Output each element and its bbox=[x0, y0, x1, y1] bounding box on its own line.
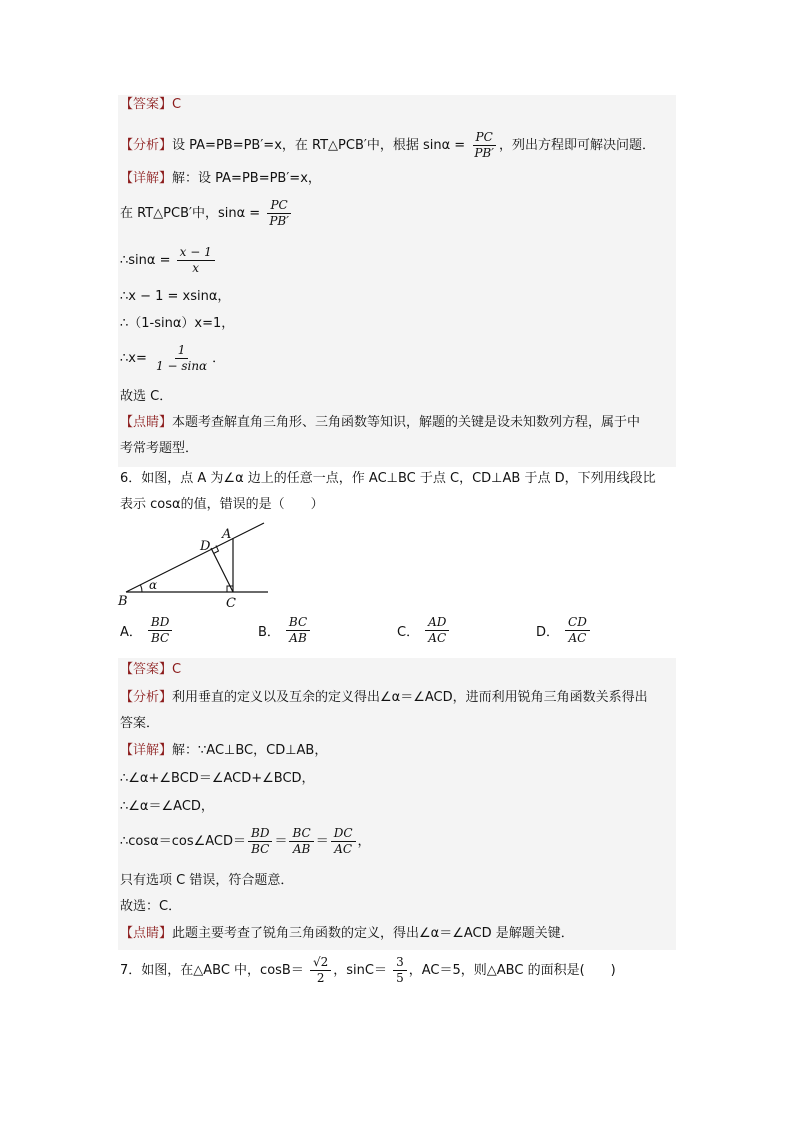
label-d: D bbox=[200, 539, 211, 554]
q5-detail-3: ∴sinα = $\frac{x - 1}{x}$ bbox=[120, 245, 217, 276]
q5-detail-2: 在 RT△PCB′中，sinα = $\frac{PC}{PB'}$ bbox=[120, 198, 294, 229]
q6-detail-5: 只有选项 C 错误，符合题意． bbox=[120, 873, 294, 888]
q5-analysis-fraction: $\frac{PC}{PB'}$ bbox=[474, 130, 494, 160]
q5-comment-1: 【点睛】本题考查解直角三角形、三角函数等知识，解题的关键是设未知数列方程，属于中 bbox=[120, 415, 641, 430]
q5-detail-label: 【详解】 bbox=[120, 171, 173, 186]
q6-option-b[interactable]: B． $\frac{BC}{AB}$ bbox=[258, 615, 312, 646]
label-alpha: α bbox=[149, 578, 158, 592]
q6-detail-4-fraction-1: $\frac{BD}{BC}$ bbox=[248, 826, 272, 857]
q5-detail-6-fraction: $\frac{1}{1 - \sin\alpha}$ bbox=[156, 343, 208, 373]
q6-detail-2: ∴∠α+∠BCD＝∠ACD+∠BCD， bbox=[120, 771, 315, 786]
q6-detail-4-fraction-2: $\frac{BC}{AB}$ bbox=[289, 826, 313, 857]
q6-choose: 故选：C． bbox=[120, 899, 182, 914]
ray-ba bbox=[126, 523, 264, 592]
q6-comment-label: 【点睛】 bbox=[120, 926, 173, 941]
q5-analysis-pre: 设 PA=PB=PB′=x，在 RT△PCB′中，根据 sinα = bbox=[172, 138, 466, 153]
q5-analysis-post: ，列出方程即可解决问题． bbox=[498, 138, 655, 153]
q6-stem-1: 6．如图，点 A 为∠α 边上的任意一点，作 AC⊥BC 于点 C，CD⊥AB 于点 D，下列用线段比 bbox=[120, 471, 656, 486]
q6-analysis-label: 【分析】 bbox=[120, 690, 173, 705]
q5-analysis-label: 【分析】 bbox=[120, 138, 173, 153]
q6-detail-4-fraction-3: $\frac{DC}{AC}$ bbox=[331, 826, 356, 857]
q5-comment-label: 【点睛】 bbox=[120, 415, 173, 430]
q6-analysis-1: 【分析】利用垂直的定义以及互余的定义得出∠α＝∠ACD，进而利用锐角三角函数关系得出 bbox=[120, 690, 648, 705]
q5-detail-5: ∴（1-sinα）x=1， bbox=[120, 316, 235, 331]
q7-sin-fraction: $\frac{3}{5}$ bbox=[393, 955, 407, 986]
q6-comment-1: 【点睛】此题主要考查了锐角三角函数的定义，得出∠α＝∠ACD 是解题关键． bbox=[120, 926, 574, 941]
q6-option-c[interactable]: C． $\frac{AD}{AC}$ bbox=[397, 615, 451, 646]
q6-detail-4: ∴cosα＝cos∠ACD＝ $\frac{BD}{BC}$ ＝ $\frac{BC}{AB}$ ＝ $\frac{DC}{AC}$ ， bbox=[120, 826, 371, 856]
q5-comment-2: 考常考题型． bbox=[120, 441, 199, 456]
q6-answer: 【答案】C bbox=[120, 662, 182, 677]
q7-cos-fraction: $\frac{√2}{2}$ bbox=[310, 955, 331, 986]
q6-option-d[interactable]: D． $\frac{CD}{AC}$ bbox=[536, 615, 592, 646]
q6-option-a[interactable]: A． $\frac{BD}{BC}$ bbox=[120, 615, 174, 646]
q6-detail-3: ∴∠α＝∠ACD， bbox=[120, 799, 214, 814]
q6-detail-label: 【详解】 bbox=[120, 743, 173, 758]
q6-analysis-2: 答案． bbox=[120, 716, 160, 731]
q5-detail-4: ∴x − 1 = xsinα， bbox=[120, 289, 231, 304]
q5-detail-3-fraction: $\frac{x - 1}{x}$ bbox=[177, 245, 215, 276]
angle-alpha-arc bbox=[141, 585, 143, 592]
q6-figure bbox=[116, 520, 276, 610]
q5-analysis bbox=[120, 130, 655, 161]
q5-detail-1: 【详解】解：设 PA=PB=PB′=x， bbox=[120, 171, 321, 186]
label-a: A bbox=[222, 527, 232, 542]
label-b: B bbox=[118, 594, 128, 609]
label-c: C bbox=[226, 596, 236, 610]
q5-detail-6: ∴x= $\frac{1}{1 - \sin\alpha}$ ． bbox=[120, 343, 226, 373]
q7-stem: 7．如图，在△ABC 中，cosB＝ $\frac{√2}{2}$ ，sinC＝ $\frac{3}{5}$ ，AC＝5，则△ABC 的面积是( ) bbox=[120, 955, 616, 985]
q6-detail-1: 【详解】解：∵AC⊥BC，CD⊥AB， bbox=[120, 743, 328, 758]
q6-stem-2: 表示 cosα的值，错误的是（ ） bbox=[120, 497, 324, 512]
segment-cd bbox=[211, 548, 233, 592]
q5-choose: 故选 C． bbox=[120, 389, 173, 404]
q5-answer: 【答案】C bbox=[120, 97, 182, 112]
q5-detail-2-fraction: $\frac{PC}{PB'}$ bbox=[269, 198, 289, 228]
